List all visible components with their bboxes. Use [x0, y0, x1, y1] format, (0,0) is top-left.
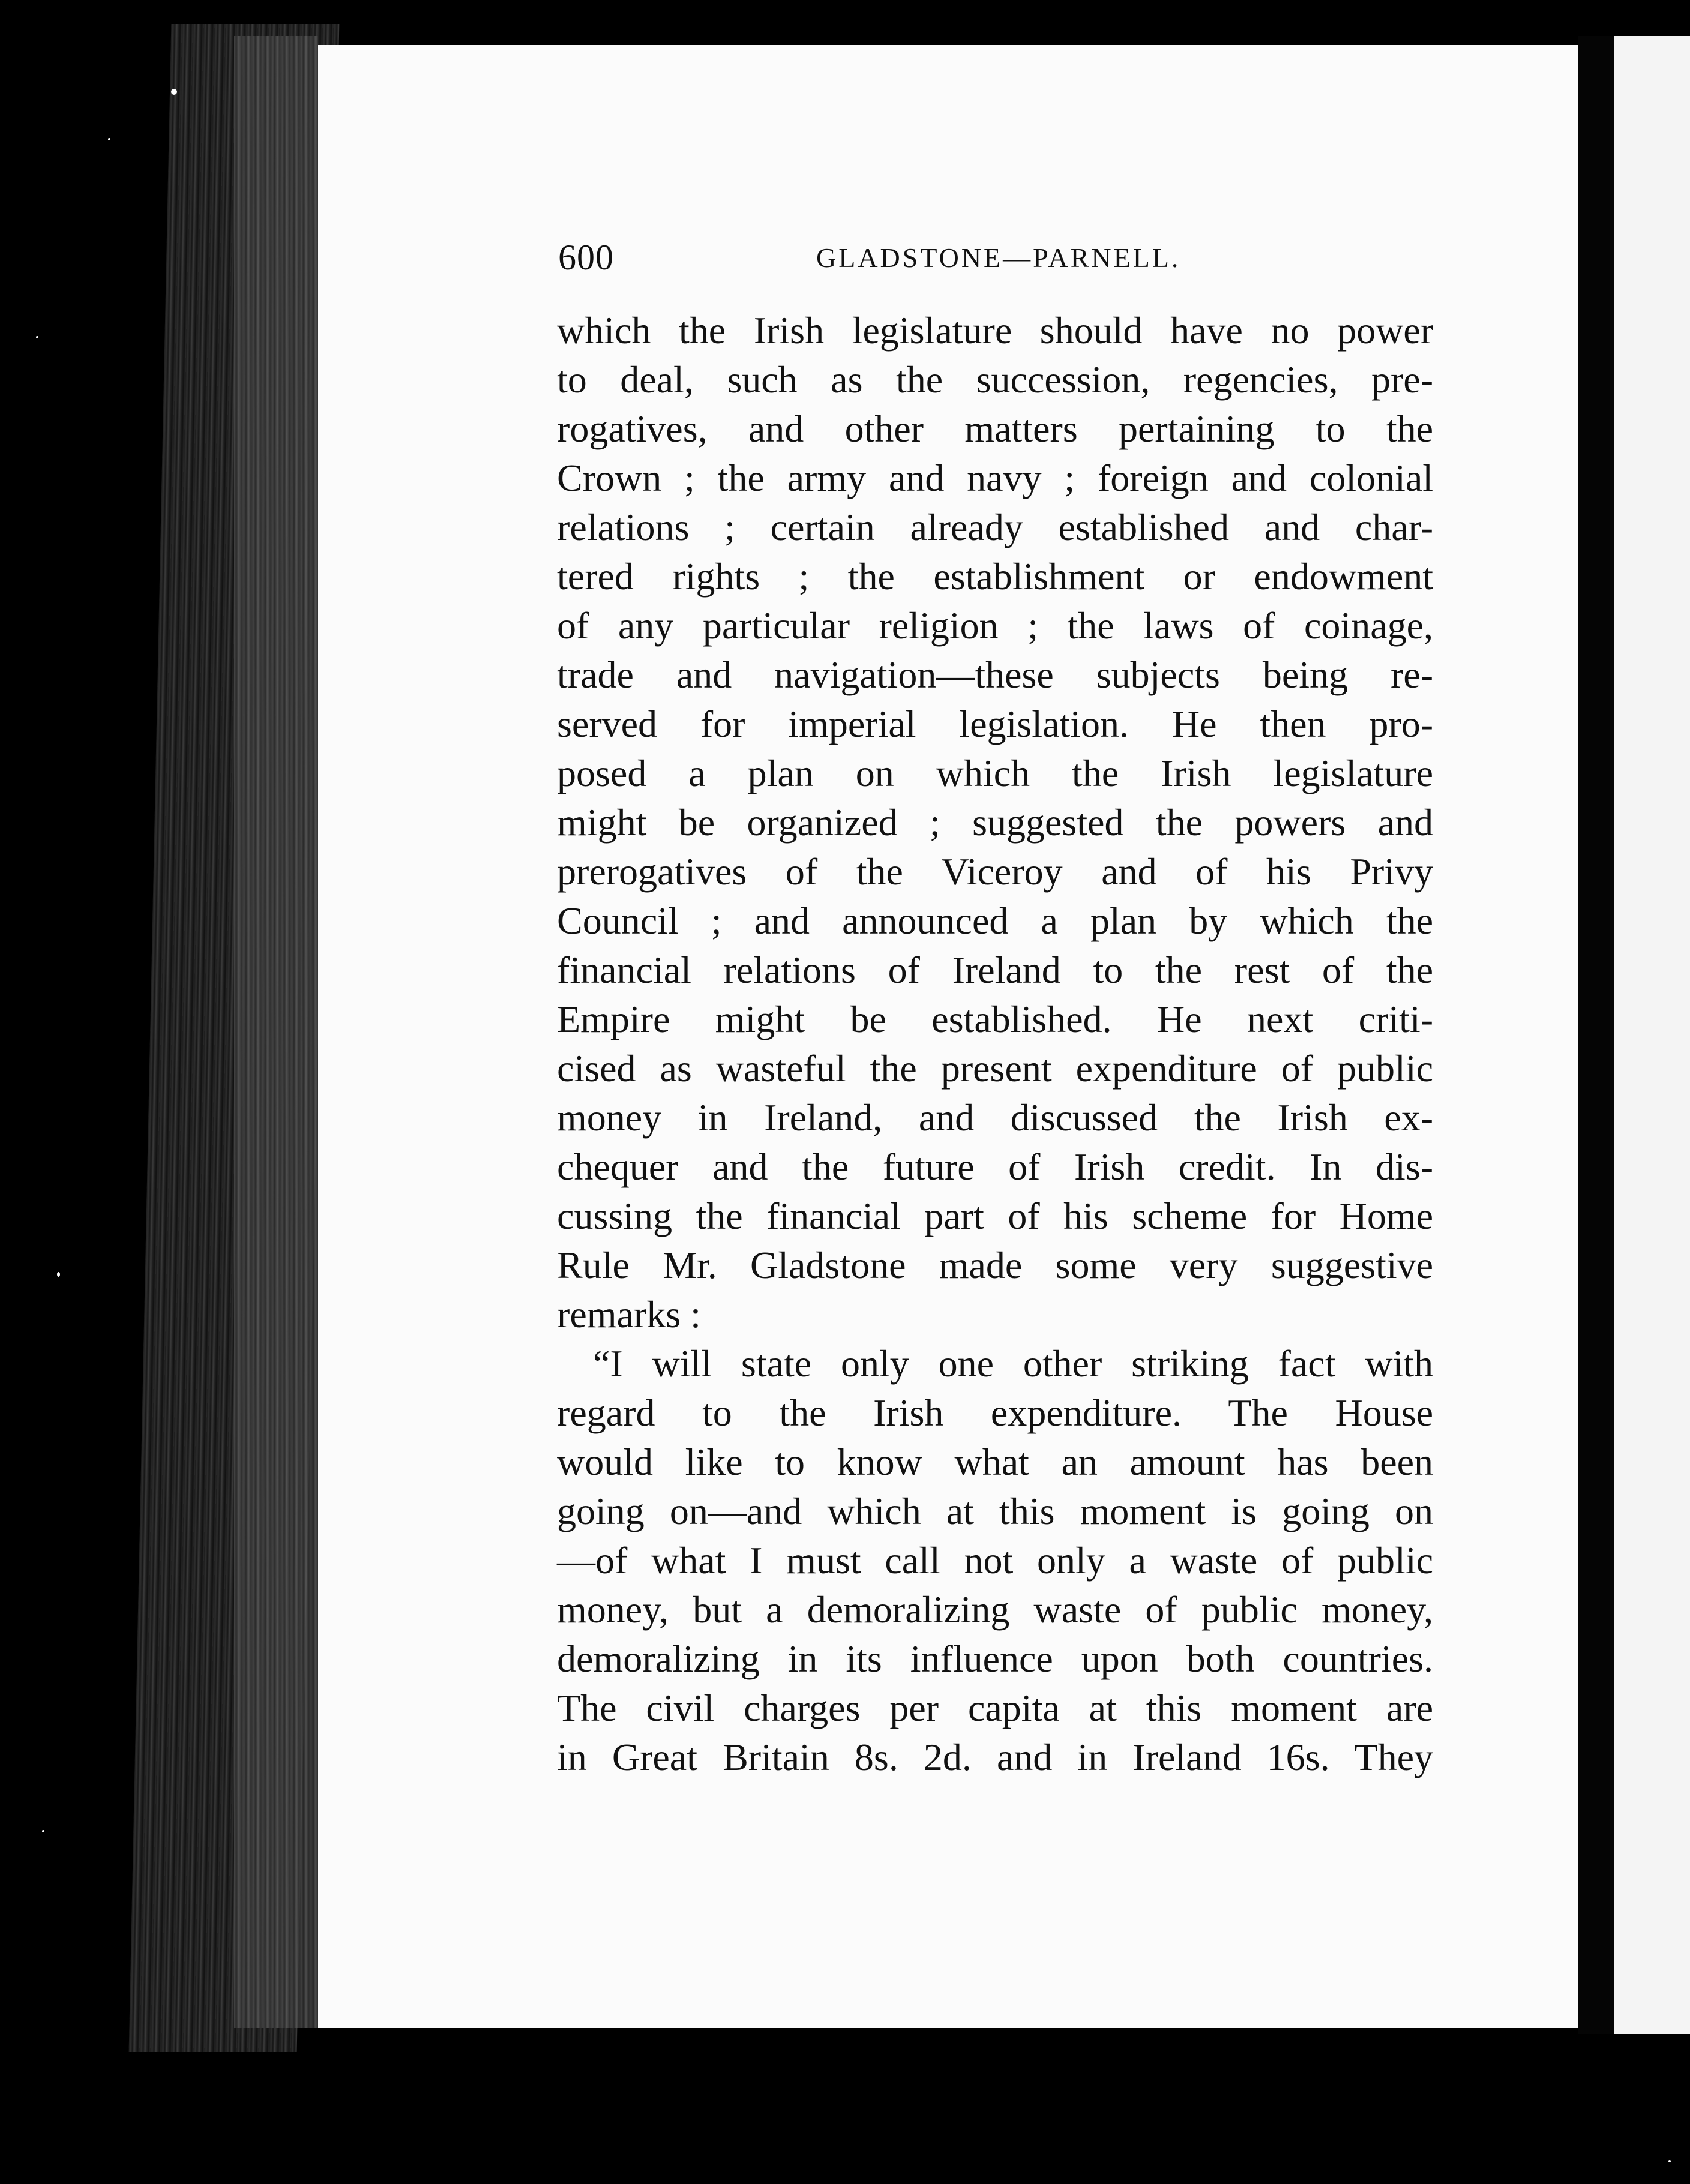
text-line: which the Irish legislature should have no power	[557, 309, 1433, 352]
text-line: Council ; and announced a plan by which the	[557, 899, 1433, 942]
text-line: chequer and the future of Irish credit. In dis-	[557, 1145, 1433, 1188]
text-line: The civil charges per capita at this moment are	[557, 1687, 1433, 1729]
text-line: cussing the financial part of his scheme for Home	[557, 1195, 1433, 1237]
text-line: money, but a demoralizing waste of public money,	[557, 1588, 1433, 1631]
text-line: prerogatives of the Viceroy and of his Privy	[557, 850, 1433, 893]
text-line: in Great Britain 8s. 2d. and in Ireland 16s. They	[557, 1736, 1433, 1778]
text-line: trade and navigation—these subjects being re-	[557, 653, 1433, 696]
text-line: cised as wasteful the present expenditure of public	[557, 1047, 1433, 1090]
text-line: to deal, such as the succession, regencies, pre-	[557, 358, 1433, 401]
running-head: GLADSTONE—PARNELL.	[816, 242, 1181, 273]
text-line: Empire might be established. He next criti-	[557, 998, 1433, 1040]
text-line: —of what I must call not only a waste of public	[557, 1539, 1433, 1582]
text-line: Rule Mr. Gladstone made some very suggestive	[557, 1244, 1433, 1286]
text-line: money in Ireland, and discussed the Irish ex-	[557, 1096, 1433, 1139]
text-line: might be organized ; suggested the powers and	[557, 801, 1433, 844]
text-line: served for imperial legislation. He then pro-	[557, 703, 1433, 745]
page-number: 600	[558, 238, 614, 277]
text-line: tered rights ; the establishment or endowment	[557, 555, 1433, 598]
paragraph-2-quotation	[557, 1339, 1433, 1782]
text-line: demoralizing in its influence upon both countries.	[557, 1637, 1433, 1680]
body-text	[557, 306, 1433, 1782]
text-line: of any particular religion ; the laws of coinage,	[557, 604, 1433, 647]
paragraph-1	[557, 306, 1433, 1339]
text-line: relations ; certain already established and char-	[557, 506, 1433, 548]
text-line: would like to know what an amount has been	[557, 1441, 1433, 1483]
page-header	[558, 237, 1428, 279]
text-line: going on—and which at this moment is going on	[557, 1490, 1433, 1532]
book-gutter	[1578, 36, 1614, 2034]
text-line: regard to the Irish expenditure. The House	[557, 1391, 1433, 1434]
text-line: posed a plan on which the Irish legislature	[557, 752, 1433, 794]
text-line: remarks :	[557, 1293, 701, 1336]
text-line: “I will state only one other striking fact with	[593, 1342, 1433, 1385]
text-line: financial relations of Ireland to the rest of the	[557, 949, 1433, 991]
text-line: Crown ; the army and navy ; foreign and colonial	[557, 457, 1433, 499]
book-page-stack	[234, 36, 318, 2028]
facing-page-edge	[1614, 36, 1690, 2034]
text-line: rogatives, and other matters pertaining to the	[557, 407, 1433, 450]
